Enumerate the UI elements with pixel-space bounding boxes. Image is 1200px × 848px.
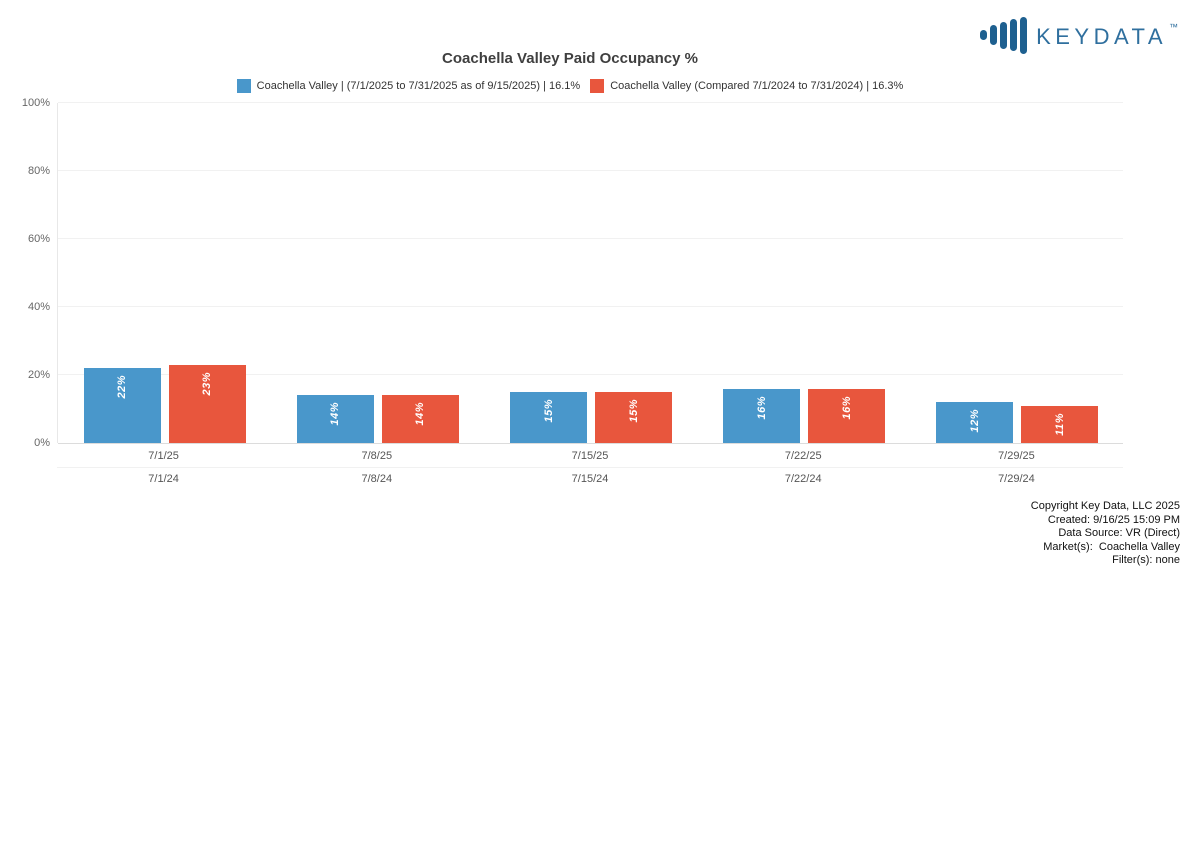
x-axis-row-2025 [57,450,1123,462]
footer-line: Filter(s): none [1112,554,1180,567]
footer-line: Copyright Key Data, LLC 2025 [1030,500,1180,512]
bar-comparison-period[interactable] [382,395,459,443]
bar-chart-logo-icon [980,16,1027,54]
legend-label: Coachella Valley | (7/1/2025 to 7/31/2025 as of 9/15/2025) | 16.1% [256,80,581,92]
chart-title: Coachella Valley Paid Occupancy % [442,50,698,67]
bar-current-period[interactable] [84,368,161,443]
logo-bar [1000,22,1007,49]
bar-value-label: 23% [201,371,214,396]
gridline [58,102,1123,103]
footer-line: Created: 9/16/25 15:09 PM [1047,513,1180,526]
legend-item-current-period[interactable] [237,79,581,93]
bar-comparison-period[interactable] [595,392,672,443]
x-axis-label-2025: 7/29/25 [998,450,1035,462]
bar-value-label: 22% [116,375,129,399]
y-axis-tick-label: 80% [27,165,50,177]
bar-current-period[interactable] [510,392,587,443]
x-axis-row-2024 [57,473,1123,485]
logo-wordmark-text: KEYDATA [1036,23,1167,49]
bar-value-label: 15% [627,399,640,423]
y-axis-tick-label: 100% [21,97,50,109]
plot-area [57,103,1123,443]
keydata-logo [980,16,1178,54]
gridline [58,443,1123,444]
logo-bar [980,30,987,40]
bar-value-label: 11% [1053,412,1066,436]
bar-current-period[interactable] [936,402,1013,443]
logo-wordmark [1036,23,1178,48]
logo-bar [990,25,997,45]
legend-swatch-red [590,79,604,93]
trademark-symbol: ™ [1169,21,1178,32]
x-axis-label-2024: 7/8/24 [361,473,393,485]
legend-label: Coachella Valley (Compared 7/1/2024 to 7/31/2024) | 16.3% [610,80,904,92]
x-axis-label-2024: 7/15/24 [571,473,609,485]
legend-swatch-blue [237,79,251,93]
x-axis-label-2025: 7/1/25 [148,450,179,462]
y-axis-tick-label: 40% [27,301,50,313]
logo-bar [1010,19,1017,51]
bar-value-label: 16% [755,395,768,420]
x-axis-label-2025: 7/22/25 [784,450,822,462]
x-axis-separator [57,467,1123,468]
bar-current-period[interactable] [723,389,800,443]
bar-current-period[interactable] [297,395,374,443]
x-axis-label-2024: 7/22/24 [784,473,822,485]
gridline [58,170,1123,171]
bar-value-label: 14% [329,402,342,426]
bar-comparison-period[interactable] [169,365,246,443]
x-axis-label-2025: 7/15/25 [571,450,609,462]
footer-line: Data Source: VR (Direct) [1058,527,1180,540]
x-axis-label-2025: 7/8/25 [361,450,393,462]
logo-bar [1020,17,1027,54]
bar-value-label: 15% [542,399,555,423]
legend-item-comparison-period[interactable] [590,79,903,93]
x-axis-label-2024: 7/1/24 [148,473,179,485]
y-axis [0,97,50,449]
gridline [58,306,1123,307]
bar-value-label: 14% [414,402,427,426]
x-axis-label-2024: 7/29/24 [998,473,1035,485]
bar-comparison-period[interactable] [1021,406,1098,443]
gridline [58,238,1123,239]
y-axis-tick-label: 60% [27,233,50,245]
y-axis-tick-label: 0% [34,437,50,449]
y-axis-tick-label: 20% [27,369,50,381]
bar-value-label: 16% [840,395,853,420]
footer-line: Market(s): Coachella Valley [1043,540,1180,553]
bar-comparison-period[interactable] [808,389,885,443]
bar-value-label: 12% [968,409,981,433]
chart-legend [0,79,1140,93]
report-footer [1031,500,1180,568]
